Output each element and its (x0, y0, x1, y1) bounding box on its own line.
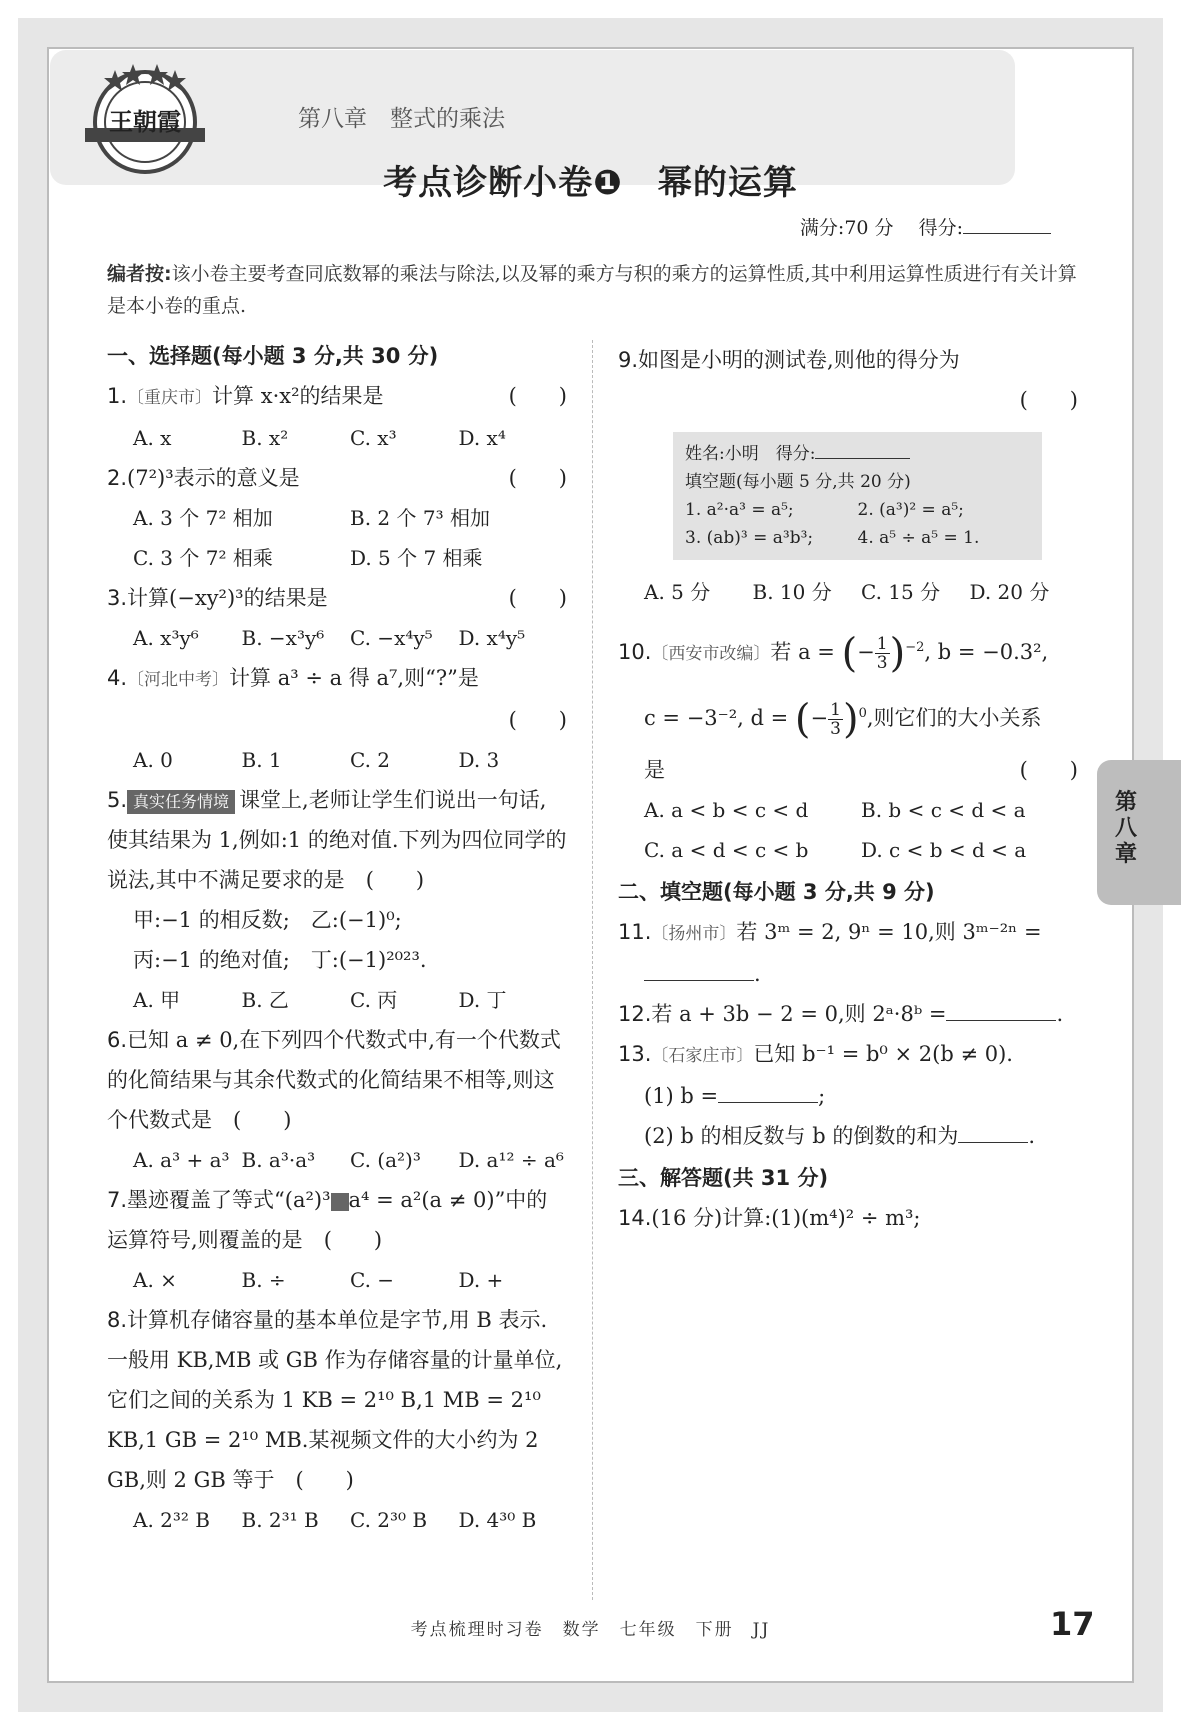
q4-option-a[interactable]: A. 0 (133, 748, 173, 772)
footer-text: 考点梳理时习卷 数学 七年级 下册 JJ (410, 1620, 771, 1640)
question-1 (107, 376, 567, 418)
q5-option-b[interactable]: B. 乙 (241, 988, 289, 1012)
question-7 (107, 1180, 567, 1260)
question-9 (618, 340, 1078, 380)
q9-option-c[interactable]: C. 15 分 (861, 580, 941, 604)
q10-option-a[interactable]: A. a < b < c < d (644, 797, 809, 822)
q3-answer-paren[interactable]: ( ) (508, 586, 567, 610)
q3-option-a[interactable]: A. x³y⁶ (133, 626, 199, 650)
q9-text: 如图是小明的测试卷,则他的得分为 (638, 348, 960, 372)
right-column (618, 340, 1078, 1238)
q8-option-c[interactable]: C. 2³⁰ B (350, 1508, 428, 1532)
q5-options (107, 980, 567, 1020)
q10-text-e: 是 (644, 757, 665, 782)
q1-option-a[interactable]: A. x (133, 426, 172, 450)
q4-source: 〔河北中考〕 (127, 670, 230, 690)
q7-option-b[interactable]: B. ÷ (241, 1268, 286, 1292)
q10-right-paren-icon: ) (889, 630, 906, 677)
q9-box-heading: 填空题(每小题 5 分,共 20 分) (685, 472, 911, 492)
q9-test-paper-figure (673, 432, 1042, 560)
q8-option-b[interactable]: B. 2³¹ B (241, 1508, 319, 1532)
q9-option-b[interactable]: B. 10 分 (752, 580, 832, 604)
q11-answer-line: . (618, 954, 1078, 994)
column-divider (592, 340, 593, 1600)
q6-options (107, 1140, 567, 1180)
q11-text: 若 3ᵐ = 2, 9ⁿ = 10,则 3ᵐ⁻²ⁿ = (736, 919, 1042, 944)
q13-part-1-blank[interactable] (718, 1102, 818, 1103)
score-label: 得分: (918, 217, 963, 239)
question-11 (618, 912, 1078, 954)
q2-option-d[interactable]: D. 5 个 7 相乘 (350, 546, 483, 570)
q2-option-b[interactable]: B. 2 个 7³ 相加 (350, 506, 490, 530)
q5-context-tag: 真实任务情境 (127, 790, 235, 814)
q10-text-a: 若 a = (770, 640, 835, 664)
editor-note-label: 编者按: (107, 263, 172, 285)
q9-option-d[interactable]: D. 20 分 (969, 580, 1050, 604)
q6-answer-paren[interactable]: ( ) (233, 1108, 292, 1132)
q10-right-paren-2-icon: ) (842, 696, 859, 743)
q14-text: (16 分)计算:(1)(m⁴)² ÷ m³; (651, 1205, 921, 1230)
full-score: 满分:70 分 (799, 217, 894, 239)
q4-paren-line (107, 700, 567, 740)
q10-options (618, 790, 1078, 870)
q1-option-b[interactable]: B. x² (241, 426, 289, 450)
section-solve-title: 三、解答题(共 31 分) (618, 1165, 829, 1190)
chapter-side-tab (1097, 760, 1181, 905)
q11-number: 11. (618, 919, 652, 944)
q2-text: (7²)³表示的意义是 (127, 466, 300, 490)
q7-number: 7. (107, 1188, 128, 1212)
editor-note-text: 该小卷主要考查同底数幂的乘法与除法,以及幂的乘方与积的乘方的运算性质,其中利用运算性质进行有关计算是本小卷的重点. (107, 263, 1077, 317)
q1-option-c[interactable]: C. x³ (350, 426, 397, 450)
q11-source: 〔扬州市〕 (651, 923, 737, 944)
q7-options (107, 1260, 567, 1300)
q9-answer-paren[interactable]: ( ) (1019, 388, 1078, 412)
svg-text:王朝霞: 王朝霞 (109, 107, 181, 136)
q2-option-c[interactable]: C. 3 个 7² 相乘 (133, 546, 273, 570)
q10-text-b: , b = −0.3², (924, 640, 1049, 664)
q6-option-d[interactable]: D. a¹² ÷ a⁶ (458, 1148, 564, 1172)
q6-option-a[interactable]: A. a³ + a³ (133, 1148, 230, 1172)
q2-number: 2. (107, 466, 128, 490)
editor-note (107, 258, 1077, 322)
q12-answer-blank[interactable] (946, 1020, 1056, 1021)
q5-number: 5. (107, 788, 128, 812)
question-13 (618, 1034, 1078, 1076)
q5-option-a[interactable]: A. 甲 (133, 988, 181, 1012)
q2-options (107, 498, 567, 578)
q5-option-d[interactable]: D. 丁 (458, 988, 507, 1012)
q8-option-d[interactable]: D. 4³⁰ B (458, 1508, 537, 1532)
q3-option-c[interactable]: C. −x⁴y⁵ (350, 626, 433, 650)
q8-option-a[interactable]: A. 2³² B (133, 1508, 210, 1532)
q12-text: 若 a + 3b − 2 = 0,则 2ᵃ·8ᵇ = (651, 1001, 947, 1026)
q9-box-item-3: 3. (ab)³ = a³b³; (685, 528, 814, 548)
q5-text: 课堂上,老师让学生们说出一句话,使其结果为 1,例如:1 的绝对值.下列为四位同学的说法,其中不满足要求的是 (107, 788, 567, 892)
q9-number: 9. (618, 348, 639, 372)
q8-options (107, 1500, 567, 1540)
question-8 (107, 1300, 567, 1500)
q4-options (107, 740, 567, 780)
q6-option-c[interactable]: C. (a²)³ (350, 1148, 421, 1172)
q6-number: 6. (107, 1028, 128, 1052)
paper-title: 考点诊断小卷❶ 幂的运算 (383, 163, 798, 203)
q13-source: 〔石家庄市〕 (651, 1045, 754, 1066)
q9-box-item-1: 1. a²·a³ = a⁵; (685, 500, 794, 520)
q8-text: 计算机存储容量的基本单位是字节,用 B 表示.一般用 KB,MB 或 GB 作为存储容量的计量单位,它们之间的关系为 1 KB = 2¹⁰ B,1 MB = 2¹⁰ KB,1 GB = 2¹⁰ MB.某视频文件的大小约为 2 GB,则 2 GB 等于 (107, 1308, 563, 1492)
q9-paren-line (618, 380, 1078, 420)
q4-option-b[interactable]: B. 1 (241, 748, 282, 772)
q4-option-d[interactable]: D. 3 (458, 748, 500, 772)
q9-box-score-blank (815, 458, 910, 459)
q3-text: 计算(−xy²)³的结果是 (127, 586, 328, 610)
q10-line-3 (618, 750, 1078, 790)
q9-options (618, 572, 1078, 612)
q7-text-b: a⁴ = a²(a ≠ 0)”中的运算符号,则覆盖的是 (107, 1188, 548, 1252)
question-14 (618, 1198, 1078, 1238)
q3-options (107, 618, 567, 658)
ink-blot-icon (331, 1193, 349, 1211)
q9-box-name: 姓名:小明 得分: (685, 444, 816, 464)
q3-option-d[interactable]: D. x⁴y⁵ (458, 626, 526, 650)
q4-text: 计算 a³ ÷ a 得 a⁷,则“?”是 (229, 666, 479, 690)
q10-text-d: ,则它们的大小关系 (866, 706, 1042, 730)
q8-answer-paren[interactable]: ( ) (295, 1468, 354, 1492)
q4-number: 4. (107, 666, 128, 690)
q9-box-item-2: 2. (a³)² = a⁵; (857, 500, 964, 520)
q10-option-c[interactable]: C. a < d < c < b (644, 837, 809, 862)
question-5 (107, 780, 567, 900)
q10-source: 〔西安市改编〕 (651, 644, 771, 664)
q9-box-item-4: 4. a⁵ ÷ a⁵ = 1. (857, 528, 980, 548)
q5-answer-paren[interactable]: ( ) (365, 868, 425, 892)
q10-exp-d: 0 (858, 706, 867, 721)
q3-number: 3. (107, 586, 128, 610)
q5-option-c[interactable]: C. 丙 (350, 988, 398, 1012)
q8-number: 8. (107, 1308, 128, 1332)
question-3 (107, 578, 567, 618)
section-choice-title: 一、选择题(每小题 3 分,共 30 分) (107, 344, 439, 368)
q6-text: 已知 a ≠ 0,在下列四个代数式中,有一个代数式的化简结果与其余代数式的化简结果不相等,则这个代数式是 (107, 1028, 561, 1132)
q10-frac-d-den: 3 (830, 719, 841, 739)
q1-number: 1. (107, 384, 128, 408)
q10-left-paren-icon: ( (841, 630, 858, 677)
q10-option-b[interactable]: B. b < c < d < a (861, 797, 1026, 822)
q5-line-2: 丙:−1 的绝对值; 丁:(−1)²⁰²³. (133, 948, 427, 972)
question-12: 12.若 a + 3b − 2 = 0,则 2ᵃ·8ᵇ = . (618, 1001, 1064, 1026)
q10-frac-d-num: 1 (830, 700, 841, 720)
q1-answer-paren[interactable]: ( ) (508, 384, 567, 408)
q9-option-a[interactable]: A. 5 分 (644, 580, 711, 604)
q10-left-paren-2-icon: ( (794, 696, 811, 743)
q7-text-a: 墨迹覆盖了等式“(a²)³ (127, 1188, 331, 1212)
score-blank[interactable] (963, 233, 1051, 234)
q13-part-1: (1) b = ; (644, 1083, 826, 1108)
page-number: 17 (1050, 1605, 1095, 1643)
q13-part-2-blank[interactable] (958, 1142, 1028, 1143)
left-column (107, 340, 567, 1540)
q14-number: 14. (618, 1205, 652, 1230)
q10-option-d[interactable]: D. c < b < d < a (861, 837, 1027, 862)
q10-fraction-d (828, 701, 843, 738)
q13-part-2-text: (2) b 的相反数与 b 的倒数的和为 (644, 1123, 959, 1148)
q10-frac-a-den: 3 (876, 653, 888, 673)
question-2 (107, 458, 567, 498)
q12-number: 12. (618, 1001, 652, 1026)
q1-text: 计算 x·x²的结果是 (212, 384, 384, 408)
q2-option-a[interactable]: A. 3 个 7² 相加 (133, 506, 273, 530)
q13-number: 13. (618, 1041, 652, 1066)
q13-text: 已知 b⁻¹ = b⁰ × 2(b ≠ 0). (753, 1041, 1013, 1066)
q7-option-a[interactable]: A. × (133, 1268, 177, 1292)
q4-option-c[interactable]: C. 2 (350, 748, 391, 772)
q13-part-1-text: (1) b = (644, 1083, 719, 1108)
section-fill-title: 二、填空题(每小题 3 分,共 9 分) (618, 879, 935, 904)
q1-option-d[interactable]: D. x⁴ (458, 426, 506, 450)
q6-option-b[interactable]: B. a³·a³ (241, 1148, 316, 1172)
q10-frac-a-num: 1 (876, 634, 888, 654)
score-line (800, 213, 1051, 240)
q10-number: 10. (618, 640, 652, 664)
q10-answer-paren[interactable]: ( ) (1019, 757, 1078, 782)
q5-line-1: 甲:−1 的相反数; 乙:(−1)⁰; (133, 908, 402, 932)
q7-answer-paren[interactable]: ( ) (323, 1228, 383, 1252)
question-4 (107, 658, 567, 700)
q10-exp-a: −2 (905, 640, 925, 655)
q11-answer-blank[interactable] (644, 980, 754, 981)
q10-text-c: c = −3⁻², d = (644, 706, 789, 730)
q7-option-c[interactable]: C. − (350, 1268, 395, 1292)
q10-line-2: c = −3⁻², d = (− $\frac{1}{3}$ )$^0$,则它们的大小关系 (644, 696, 1042, 743)
q1-source: 〔重庆市〕 (127, 388, 213, 408)
question-6 (107, 1020, 567, 1140)
q13-part-2: (2) b 的相反数与 b 的倒数的和为 . (644, 1123, 1036, 1148)
question-10: 10.〔西安市改编〕若 a = (− $\frac{1}{3}$ )$^{-2}$, b = −0.3², (618, 630, 1049, 677)
q7-option-d[interactable]: D. + (458, 1268, 504, 1292)
q4-answer-paren[interactable]: ( ) (508, 708, 567, 732)
q10-fraction-a (875, 635, 890, 672)
chapter-label: 第八章 整式的乘法 (298, 106, 505, 132)
chapter-side-tab-label: 第八章 (1114, 790, 1137, 867)
q3-option-b[interactable]: B. −x³y⁶ (241, 626, 325, 650)
q1-options (107, 418, 567, 458)
q2-answer-paren[interactable]: ( ) (508, 466, 567, 490)
